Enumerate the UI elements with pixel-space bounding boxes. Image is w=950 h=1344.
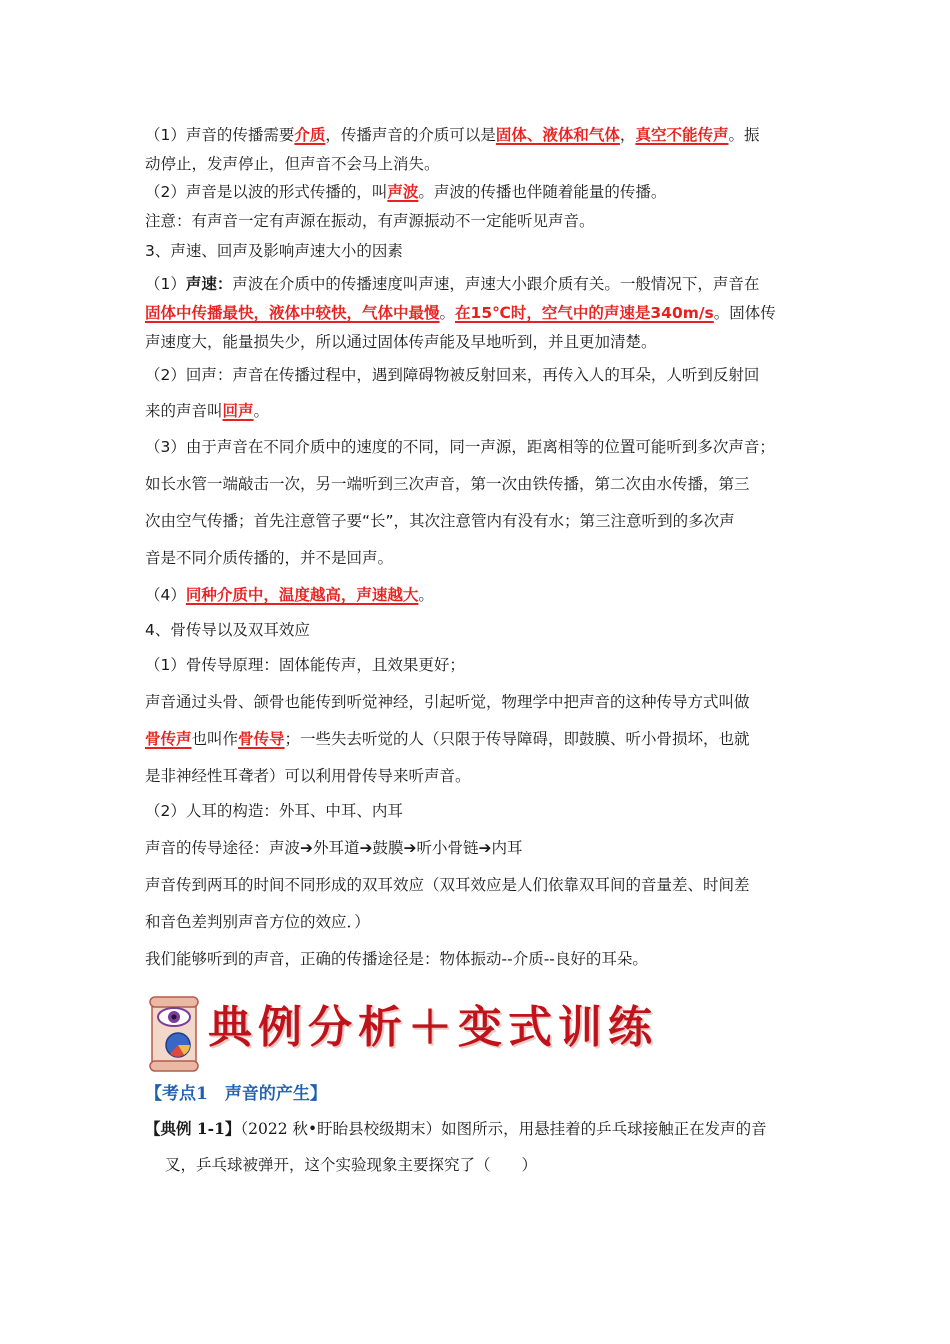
paragraph-line [145, 728, 750, 750]
highlight-text: 声波 [387, 183, 419, 201]
paragraph-line: 声音的传导途径：声波➔外耳道➔鼓膜➔听小骨链➔内耳 [145, 839, 523, 857]
highlight-text: 骨传声 [145, 730, 192, 748]
note-line: 注意：有声音一定有声源在振动，有声源振动不一定能听见声音。 [145, 212, 595, 230]
paragraph-line: 声速度大，能量损失少，所以通过固体传声能及早地听到，并且更加清楚。 [145, 333, 657, 351]
paragraph-line [145, 584, 434, 606]
text: ，传播声音的介质可以是 [325, 126, 496, 144]
section-heading: 3、声速、回声及影响声速大小的因素 [145, 242, 403, 260]
paragraph-line [145, 302, 776, 324]
paragraph-line: 我们能够听到的声音，正确的传播途径是：物体振动--介质--良好的耳朵。 [145, 950, 648, 968]
paragraph-line: 声音传到两耳的时间不同形成的双耳效应（双耳效应是人们依靠双耳间的音量差、时间差 [145, 876, 750, 894]
kaodian-heading [145, 1083, 327, 1105]
text: 。声波的传播也伴随着能量的传播。 [418, 183, 667, 201]
paragraph-line [145, 400, 269, 422]
paragraph-line: 动停止，发声停止，但声音不会马上消失。 [145, 155, 440, 173]
paragraph-line: （1）骨传导原理：固体能传声，且效果更好； [145, 656, 465, 674]
highlight-text: 骨传导 [238, 730, 285, 748]
text: 也叫作 [191, 730, 239, 748]
text: 。 [439, 304, 456, 322]
paragraph-line: （3）由于声音在不同介质中的速度的不同，同一声源，距离相等的位置可能听到多次声音； [145, 438, 775, 456]
paragraph-line: 音是不同介质传播的，并不是回声。 [145, 549, 394, 567]
paragraph-line: 次由空气传播；首先注意管子要“长”，其次注意管内有没有水；第三注意听到的多次声 [145, 512, 735, 530]
highlight-text: 同种介质中，温度越高，声速越大 [185, 586, 419, 604]
highlight-text: 真空不能传声 [635, 126, 729, 144]
highlight-text: 固体中传播最快，液体中较快，气体中最慢 [145, 304, 440, 322]
text: （1）声音的传播需要 [145, 126, 295, 144]
highlight-text: 固体、液体和气体 [495, 126, 620, 144]
text: （2）声音是以波的形式传播的，叫 [145, 183, 388, 201]
text: （4） [145, 586, 186, 604]
paragraph-line: 和音色差判别声音方位的效应．） [145, 913, 370, 931]
highlight-text: 介质 [294, 126, 326, 144]
text: ， [619, 126, 636, 144]
text: 来的声音叫 [145, 402, 223, 420]
text: 声波在介质中的传播速度叫声速，声速大小跟介质有关。一般情况下，声音在 [232, 275, 760, 293]
paragraph-line: 如长水管一端敲击一次，另一端听到三次声音，第一次由铁传播，第二次由水传播，第三 [145, 475, 750, 493]
text: ；一些失去听觉的人（只限于传导障碍，即鼓膜、听小骨损坏，也就 [284, 730, 750, 748]
paragraph-line [145, 181, 666, 203]
bold-text: 声速： [185, 275, 233, 293]
section-banner [148, 985, 658, 1077]
text: 。 [418, 586, 434, 604]
paragraph-line [145, 273, 759, 295]
example-tag: 【典例 1-1】 [145, 1119, 241, 1138]
text: （2022 秋•盱眙县校级期末）如图所示，用悬挂着的乒乓球接触正在发声的音 [240, 1120, 767, 1138]
kaodian-label: 【考点1 声音的产生】 [145, 1084, 327, 1104]
banner-title: 典例分析＋变式训练 [208, 1002, 658, 1053]
paragraph-line: （2）回声：声音在传播过程中，遇到障碍物被反射回来，再传入人的耳朵，人听到反射回 [145, 366, 760, 384]
text: 。 [253, 402, 270, 420]
highlight-text: 在15℃时，空气中的声速是340m/s [455, 304, 714, 322]
highlight-text: 回声 [222, 402, 254, 420]
example-line: 叉，乒乓球被弹开，这个实验现象主要探究了（ ） [165, 1156, 538, 1174]
example-line [145, 1118, 767, 1140]
paragraph-line: （2）人耳的构造：外耳、中耳、内耳 [145, 802, 403, 820]
paragraph-line [145, 124, 759, 146]
text: （1） [145, 275, 186, 293]
text: 。振 [728, 126, 760, 144]
section-heading: 4、骨传导以及双耳效应 [145, 621, 310, 639]
paragraph-line: 声音通过头骨、颌骨也能传到听觉神经，引起听觉，物理学中把声音的这种传导方式叫做 [145, 693, 750, 711]
paragraph-line: 是非神经性耳聋者）可以利用骨传导来听声音。 [145, 767, 471, 785]
scroll-eye-icon [148, 985, 208, 1077]
text: 。固体传 [713, 304, 776, 322]
